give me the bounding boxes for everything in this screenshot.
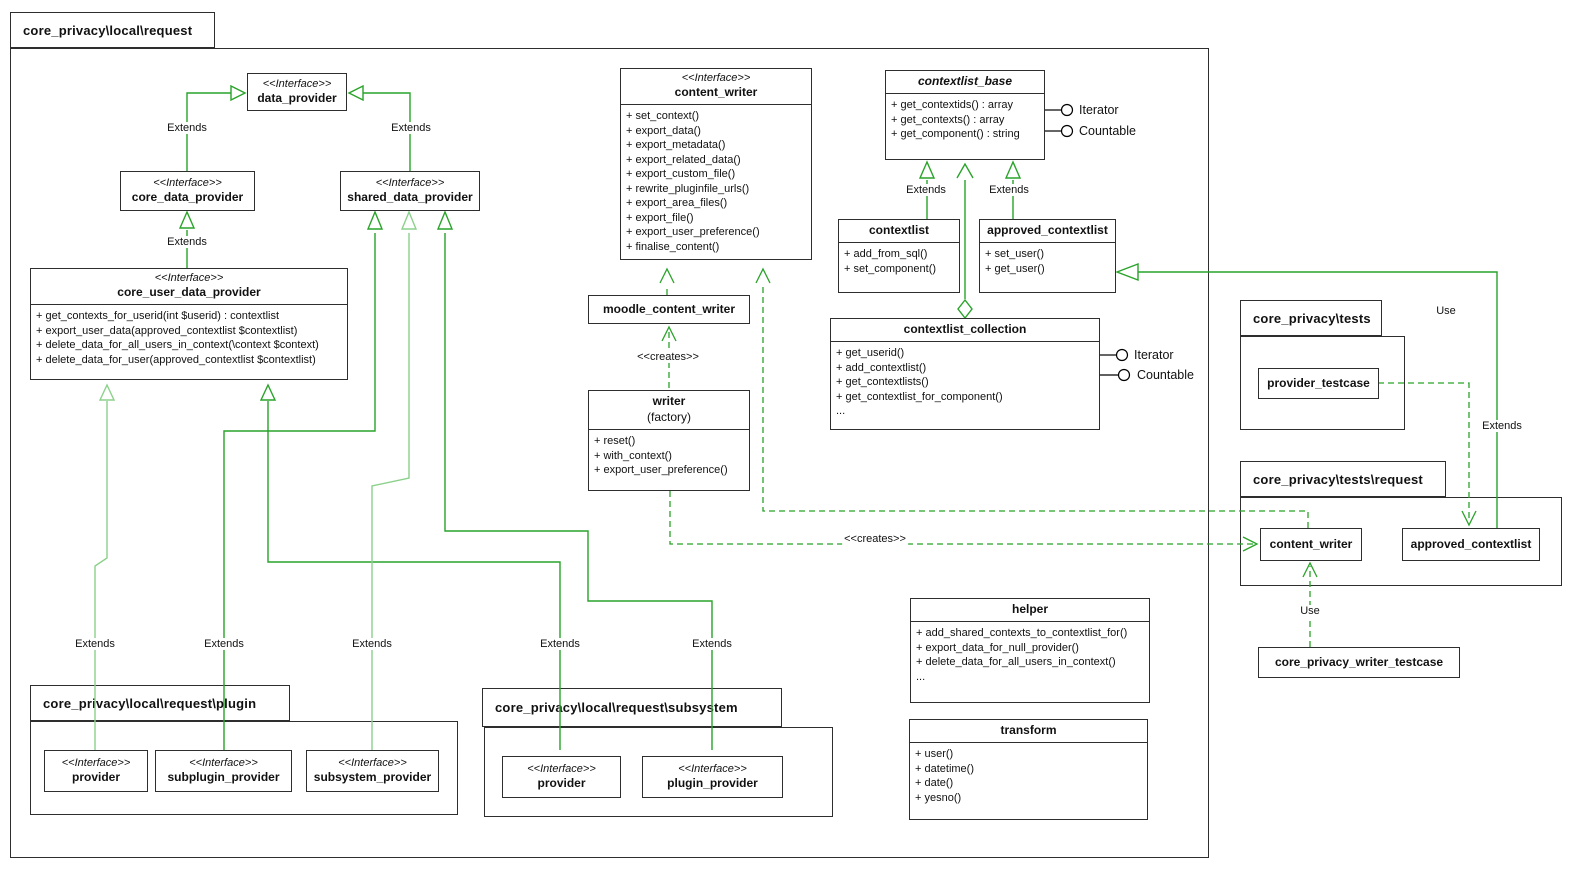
method-line: + with_context() xyxy=(594,449,672,462)
package-title: core_privacy\local\request\plugin xyxy=(43,695,257,711)
class-core-user-data-provider[interactable] xyxy=(30,268,348,380)
class-name: writer xyxy=(652,394,686,408)
package-title: core_privacy\tests\request xyxy=(1253,471,1423,487)
method-list xyxy=(839,243,959,278)
class-name: contextlist_base xyxy=(917,74,1013,88)
edge-label-extends: Extends xyxy=(391,122,431,134)
class-name: provider xyxy=(71,770,120,784)
method-line: + yesno() xyxy=(915,791,962,804)
package-title: core_privacy\tests xyxy=(1253,310,1371,326)
class-name: shared_data_provider xyxy=(347,190,473,204)
method-list xyxy=(886,94,1044,144)
class-writer-factory[interactable] xyxy=(588,390,750,491)
lollipop-label-countable: Countable xyxy=(1079,124,1136,138)
class-core-data-provider[interactable] xyxy=(120,171,255,211)
class-moodle-content-writer[interactable] xyxy=(588,295,750,324)
class-subplugin-provider[interactable] xyxy=(155,750,292,792)
edge-label-creates: <<creates>> xyxy=(844,533,906,545)
stereotype: <<Interface>> xyxy=(189,757,258,769)
method-line: + export_area_files() xyxy=(626,197,728,209)
edge-label-extends: Extends xyxy=(352,638,392,650)
lollipop-label-countable: Countable xyxy=(1137,368,1194,382)
class-transform[interactable] xyxy=(909,719,1148,820)
class-name: content_writer xyxy=(674,85,758,99)
class-contextlist[interactable] xyxy=(838,219,960,293)
method-list xyxy=(621,105,811,256)
class-name: approved_contextlist xyxy=(987,223,1108,237)
class-contextlist-collection[interactable] xyxy=(830,318,1100,430)
lollipop-label-iterator: Iterator xyxy=(1134,348,1174,362)
method-line: + get_contextids() : array xyxy=(891,99,1013,111)
class-subsystem-provider-interface[interactable] xyxy=(502,756,621,798)
class-name: core_user_data_provider xyxy=(117,285,261,299)
method-line: + get_contextlist_for_component() xyxy=(836,390,1003,403)
class-name: helper xyxy=(1011,602,1048,616)
method-line: + export_user_preference() xyxy=(626,226,760,238)
method-line: + set_user() xyxy=(985,248,1044,260)
method-line: + user() xyxy=(915,748,954,760)
class-provider-testcase[interactable] xyxy=(1258,368,1379,399)
method-list xyxy=(31,305,347,369)
class-approved-contextlist[interactable] xyxy=(979,219,1116,293)
stereotype: <<Interface>> xyxy=(678,763,747,775)
method-line: + get_userid() xyxy=(836,347,905,359)
edge-label-extends: Extends xyxy=(167,236,207,248)
stereotype: <<Interface>> xyxy=(262,78,332,90)
class-shared-data-provider[interactable] xyxy=(340,171,480,211)
class-subtitle: (factory) xyxy=(646,410,691,424)
method-line: + export_custom_file() xyxy=(626,168,736,180)
edge-label-extends: Extends xyxy=(540,638,580,650)
lollipop-label-iterator: Iterator xyxy=(1079,103,1119,117)
method-line: + get_contextlists() xyxy=(836,376,929,388)
package-title: core_privacy\local\request\subsystem xyxy=(495,700,738,715)
class-helper[interactable] xyxy=(910,598,1150,703)
package-tab-core-privacy-local-request[interactable] xyxy=(10,12,215,48)
class-content-writer-interface[interactable] xyxy=(620,68,812,260)
edge-label-extends: Extends xyxy=(204,638,244,650)
method-line: + get_user() xyxy=(985,262,1045,275)
class-name: provider_testcase xyxy=(1267,376,1370,390)
class-name: provider xyxy=(537,776,586,790)
class-name: approved_contextlist xyxy=(1410,537,1532,551)
method-line: + export_related_data() xyxy=(626,153,741,166)
method-line: + export_data() xyxy=(626,124,701,137)
edge-label-extends: Extends xyxy=(75,638,115,650)
class-tests-content-writer[interactable] xyxy=(1260,528,1362,561)
stereotype: <<Interface>> xyxy=(61,757,131,769)
class-name: contextlist_collection xyxy=(903,322,1027,336)
method-line: + date() xyxy=(915,777,954,789)
method-line: ... xyxy=(836,405,846,417)
class-name: transform xyxy=(1000,723,1057,737)
method-list xyxy=(831,342,1099,421)
package-tab-tests-request[interactable] xyxy=(1240,461,1446,497)
method-line: + reset() xyxy=(594,435,636,447)
method-line: + get_component() : string xyxy=(891,128,1020,140)
package-title: core_privacy\local\request xyxy=(23,22,193,38)
method-line: + set_context() xyxy=(626,110,700,122)
stereotype: <<Interface>> xyxy=(681,72,751,84)
method-line: + delete_data_for_user(approved_contextlist $contextlist) xyxy=(36,353,316,366)
method-line: + get_contexts() : array xyxy=(891,113,1005,126)
method-list xyxy=(911,622,1149,686)
class-name: contextlist xyxy=(868,223,929,237)
method-line: + delete_data_for_all_users_in_context() xyxy=(916,656,1116,668)
method-line: + set_component() xyxy=(844,262,937,275)
stereotype: <<Interface>> xyxy=(375,177,445,189)
edge-label-extends: Extends xyxy=(692,638,732,650)
method-line: + export_user_preference() xyxy=(594,464,728,476)
class-name: data_provider xyxy=(257,91,337,105)
class-core-privacy-writer-testcase[interactable] xyxy=(1258,647,1460,678)
class-name: content_writer xyxy=(1269,537,1353,551)
method-line: + export_data_for_null_provider() xyxy=(916,641,1079,654)
class-name: core_data_provider xyxy=(131,190,244,204)
class-tests-approved-contextlist[interactable] xyxy=(1402,528,1540,561)
method-line: + export_file() xyxy=(626,211,694,224)
method-list xyxy=(589,430,749,480)
stereotype: <<Interface>> xyxy=(153,177,222,189)
method-line: + datetime() xyxy=(915,762,974,775)
method-line: + add_from_sql() xyxy=(844,248,928,260)
stereotype: <<Interface>> xyxy=(527,763,596,775)
method-list xyxy=(980,243,1115,278)
method-line: + get_contexts_for_userid(int $userid) : contextlist xyxy=(36,310,280,322)
class-name: subplugin_provider xyxy=(167,770,280,784)
class-subsystem-plugin-provider[interactable] xyxy=(642,756,783,798)
class-name: core_privacy_writer_testcase xyxy=(1274,655,1444,669)
edge-label-extends: Extends xyxy=(989,184,1029,196)
stereotype: <<Interface>> xyxy=(338,757,407,769)
package-tab-tests[interactable] xyxy=(1240,300,1382,336)
method-line: + delete_data_for_all_users_in_context(\context $context) xyxy=(36,339,319,351)
method-list xyxy=(910,743,1147,807)
edge-label-extends: Extends xyxy=(167,122,207,134)
stereotype: <<Interface>> xyxy=(154,272,224,284)
method-line: ... xyxy=(916,670,926,683)
method-line: + add_shared_contexts_to_contextlist_for() xyxy=(916,627,1128,639)
method-line: + finalise_content() xyxy=(626,240,720,253)
class-plugin-provider-interface[interactable] xyxy=(44,750,148,792)
edge-label-use: Use xyxy=(1436,305,1456,317)
class-name: subsystem_provider xyxy=(313,770,432,784)
method-line: + export_user_data(approved_contextlist $contextlist) xyxy=(36,324,298,337)
class-name: plugin_provider xyxy=(667,776,758,790)
method-line: + export_metadata() xyxy=(626,139,726,151)
edge-label-extends: Extends xyxy=(1482,420,1522,432)
method-line: + rewrite_pluginfile_urls() xyxy=(626,182,750,195)
class-name: moodle_content_writer xyxy=(602,302,736,316)
package-tab-plugin[interactable] xyxy=(30,685,290,721)
class-subsystem-provider[interactable] xyxy=(306,750,439,792)
method-line: + add_contextlist() xyxy=(836,361,927,374)
package-tab-subsystem[interactable] xyxy=(482,688,782,727)
edge-label-extends: Extends xyxy=(906,184,946,196)
class-contextlist-base[interactable] xyxy=(885,70,1045,160)
class-data-provider[interactable] xyxy=(247,73,347,111)
edge-label-use: Use xyxy=(1300,605,1320,617)
edge-label-creates: <<creates>> xyxy=(637,351,699,363)
